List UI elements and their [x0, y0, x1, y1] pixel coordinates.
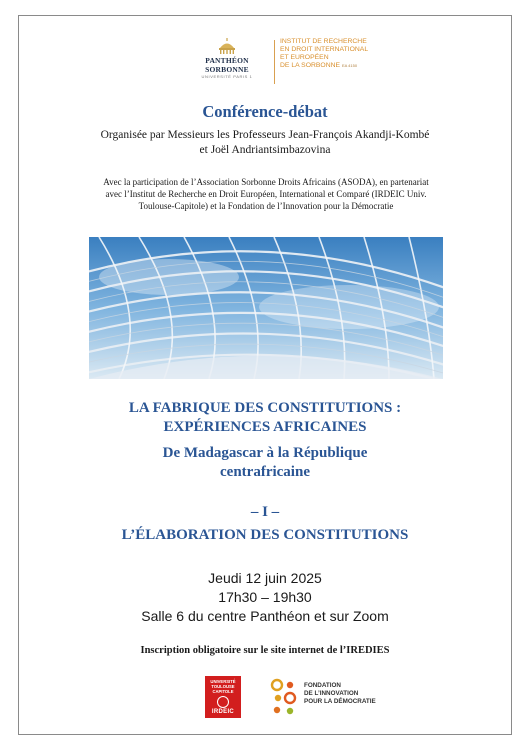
main-title-line: EXPÉRIENCES AFRICAINES: [163, 419, 367, 435]
ut-name: IRDEIC: [211, 709, 235, 715]
partners: [39, 176, 493, 212]
main-title-line: LA FABRIQUE DES CONSTITUTIONS :: [128, 400, 402, 416]
ut-line: TOULOUSE: [211, 684, 235, 689]
institute-code: EA 4150: [341, 63, 358, 68]
poster-page: [18, 15, 512, 735]
seal-icon: [217, 696, 229, 708]
logo-divider: [274, 40, 275, 84]
glass-roof-photo: [89, 237, 443, 379]
organisers-line: Organisée par Messieurs les Professeurs Jean-François Akandji-Kombé: [100, 129, 430, 141]
subtitle: [19, 444, 511, 482]
iredies-logo: [280, 38, 410, 70]
institute-line: INSTITUT DE RECHERCHE: [280, 38, 367, 45]
subtitle-line: centrafricaine: [220, 464, 310, 480]
institute-line: DE LA SORBONNE EA 4150: [280, 62, 358, 69]
institute-line: EN DROIT INTERNATIONAL: [280, 46, 369, 53]
part-title: L’ÉLABORATION DES CONSTITUTIONS: [121, 527, 409, 543]
pantheon-sub: UNIVERSITÉ PARIS 1: [201, 74, 253, 79]
partners-line: Toulouse-Capitole) et la Fondation de l’Innovation pour la Démocratie: [138, 201, 394, 211]
pantheon-dome-icon: [216, 37, 238, 55]
event-place: Salle 6 du centre Panthéon et sur Zoom: [141, 608, 389, 624]
part-number: – I –: [250, 504, 280, 520]
fid-logo-icon: [269, 677, 299, 719]
pantheon-name: PANTHÉON SORBONNE: [205, 56, 249, 74]
fid-line: POUR LA DÉMOCRATIE: [304, 698, 376, 705]
partners-line: Avec la participation de l’Association Sorbonne Droits Africains (ASODA), en partenariat: [103, 177, 429, 187]
organisers: [19, 128, 511, 158]
organisers-line: et Joël Andriantsimbazovina: [199, 144, 331, 156]
event-kind: Conférence-débat: [202, 102, 328, 121]
ut-line: UNIVERSITÉ: [210, 679, 236, 684]
fid-line: DE L’INNOVATION: [304, 690, 359, 697]
event-date: Jeudi 12 juin 2025: [208, 570, 322, 586]
partners-line: avec l’Institut de Recherche en Droit Européen, International et Comparé (IRDEIC Univ.: [105, 189, 427, 199]
fid-line: FONDATION: [304, 682, 341, 689]
main-title: [19, 399, 511, 437]
ut-capitole-logo: [205, 676, 241, 718]
institute-line: ET EUROPÉEN: [280, 54, 329, 61]
pantheon-sorbonne-logo: [185, 37, 269, 79]
event-time: 17h30 – 19h30: [218, 589, 312, 605]
ut-line: CAPITOLE: [212, 689, 234, 694]
registration-note: Inscription obligatoire sur le site internet de l’IREDIES: [140, 645, 390, 656]
subtitle-line: De Madagascar à la République: [162, 445, 368, 461]
fid-logo-text: [304, 682, 404, 706]
